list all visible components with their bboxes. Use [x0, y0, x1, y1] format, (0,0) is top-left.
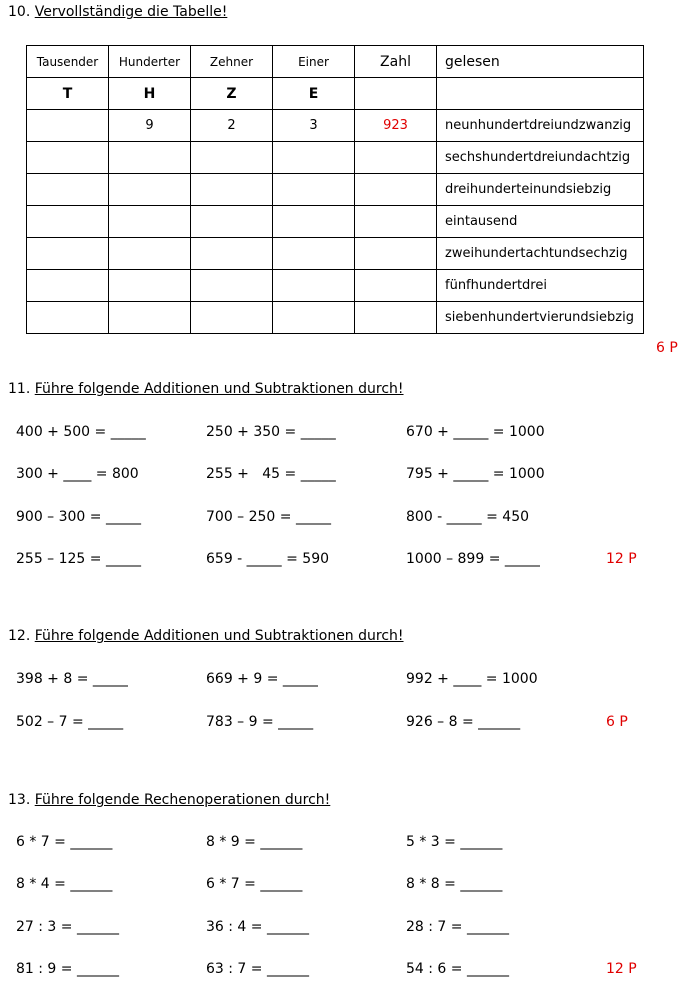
- header-hunderter: Hunderter: [109, 46, 191, 78]
- equation[interactable]: 795 + _____ = 1000: [406, 466, 545, 482]
- table-row: [27, 142, 644, 174]
- cell-z[interactable]: [191, 142, 273, 174]
- abbr-h: H: [109, 78, 191, 110]
- cell-read: fünfhundertdrei: [437, 270, 644, 302]
- cell-e[interactable]: [273, 302, 355, 334]
- equation[interactable]: 8 * 8 = ______: [406, 876, 503, 892]
- cell-read: neunhundertdreiundzwanzig: [437, 110, 644, 142]
- task12-heading: [8, 628, 404, 644]
- equation[interactable]: 255 + 45 = _____: [206, 466, 336, 482]
- equation[interactable]: 400 + 500 = _____: [16, 424, 146, 440]
- cell-t[interactable]: [27, 270, 109, 302]
- cell-read: dreihunderteinundsiebzig: [437, 174, 644, 206]
- cell-zahl[interactable]: 923: [355, 110, 437, 142]
- abbr-zahl: [355, 78, 437, 110]
- cell-z[interactable]: [191, 174, 273, 206]
- task11-title: Führe folgende Additionen und Subtraktionen durch!: [34, 381, 404, 397]
- task12-number: 12.: [8, 628, 31, 644]
- cell-t[interactable]: [27, 110, 109, 142]
- cell-t[interactable]: [27, 206, 109, 238]
- cell-h[interactable]: [109, 302, 191, 334]
- cell-z[interactable]: [191, 238, 273, 270]
- cell-e[interactable]: [273, 238, 355, 270]
- cell-z[interactable]: 2: [191, 110, 273, 142]
- header-einer: Einer: [273, 46, 355, 78]
- task10-heading: [8, 4, 227, 20]
- task10-title: Vervollständige die Tabelle!: [34, 4, 228, 20]
- equation[interactable]: 992 + ____ = 1000: [406, 671, 538, 687]
- equation[interactable]: 27 : 3 = ______: [16, 919, 119, 935]
- cell-zahl[interactable]: [355, 174, 437, 206]
- equation[interactable]: 6 * 7 = ______: [16, 834, 113, 850]
- equation[interactable]: 900 – 300 = _____: [16, 509, 141, 525]
- header-tausender: Tausender: [27, 46, 109, 78]
- task11-number: 11.: [8, 381, 31, 397]
- equation[interactable]: 783 – 9 = _____: [206, 714, 314, 730]
- cell-e[interactable]: [273, 142, 355, 174]
- place-value-table: [26, 45, 644, 334]
- equation[interactable]: 669 + 9 = _____: [206, 671, 318, 687]
- cell-e[interactable]: [273, 174, 355, 206]
- cell-zahl[interactable]: [355, 302, 437, 334]
- task10-points: 6 P: [656, 340, 678, 356]
- cell-zahl[interactable]: [355, 142, 437, 174]
- task11-heading: [8, 381, 404, 397]
- cell-zahl[interactable]: [355, 206, 437, 238]
- cell-h[interactable]: [109, 206, 191, 238]
- table-row: [27, 110, 644, 142]
- table-row: [27, 270, 644, 302]
- cell-read: eintausend: [437, 206, 644, 238]
- abbr-e: E: [273, 78, 355, 110]
- task13-number: 13.: [8, 792, 31, 808]
- table-row: [27, 206, 644, 238]
- task11-points: 12 P: [606, 551, 637, 567]
- equation[interactable]: 5 * 3 = ______: [406, 834, 503, 850]
- table-abbr-row: [27, 78, 644, 110]
- cell-z[interactable]: [191, 270, 273, 302]
- header-gelesen: gelesen: [437, 46, 644, 78]
- equation[interactable]: 36 : 4 = ______: [206, 919, 309, 935]
- task13-heading: [8, 792, 330, 808]
- cell-h[interactable]: [109, 142, 191, 174]
- task13-title: Führe folgende Rechenoperationen durch!: [34, 792, 331, 808]
- header-zahl: Zahl: [355, 46, 437, 78]
- cell-zahl[interactable]: [355, 238, 437, 270]
- cell-z[interactable]: [191, 302, 273, 334]
- abbr-t: T: [27, 78, 109, 110]
- equation[interactable]: 800 - _____ = 450: [406, 509, 530, 525]
- equation[interactable]: 250 + 350 = _____: [206, 424, 336, 440]
- equation[interactable]: 8 * 9 = ______: [206, 834, 303, 850]
- equation[interactable]: 54 : 6 = ______: [406, 961, 509, 977]
- cell-read: siebenhundertvierundsiebzig: [437, 302, 644, 334]
- equation[interactable]: 398 + 8 = _____: [16, 671, 128, 687]
- cell-t[interactable]: [27, 302, 109, 334]
- equation[interactable]: 700 – 250 = _____: [206, 509, 331, 525]
- table-row: [27, 302, 644, 334]
- equation[interactable]: 659 - _____ = 590: [206, 551, 330, 567]
- equation[interactable]: 926 – 8 = ______: [406, 714, 521, 730]
- cell-h[interactable]: [109, 174, 191, 206]
- equation[interactable]: 81 : 9 = ______: [16, 961, 119, 977]
- task12-title: Führe folgende Additionen und Subtraktionen durch!: [34, 628, 404, 644]
- abbr-z: Z: [191, 78, 273, 110]
- abbr-gelesen: [437, 78, 644, 110]
- cell-h[interactable]: 9: [109, 110, 191, 142]
- equation[interactable]: 670 + _____ = 1000: [406, 424, 545, 440]
- cell-h[interactable]: [109, 270, 191, 302]
- cell-e[interactable]: [273, 270, 355, 302]
- task12-points: 6 P: [606, 714, 628, 730]
- cell-z[interactable]: [191, 206, 273, 238]
- equation[interactable]: 255 – 125 = _____: [16, 551, 141, 567]
- task10-number: 10.: [8, 4, 31, 20]
- cell-read: sechshundertdreiundachtzig: [437, 142, 644, 174]
- header-zehner: Zehner: [191, 46, 273, 78]
- table-row: [27, 174, 644, 206]
- equation[interactable]: 28 : 7 = ______: [406, 919, 509, 935]
- cell-t[interactable]: [27, 142, 109, 174]
- cell-e[interactable]: 3: [273, 110, 355, 142]
- table-header-row: [27, 46, 644, 78]
- table-row: [27, 238, 644, 270]
- cell-t[interactable]: [27, 238, 109, 270]
- cell-h[interactable]: [109, 238, 191, 270]
- task13-points: 12 P: [606, 961, 637, 977]
- equation[interactable]: 8 * 4 = ______: [16, 876, 113, 892]
- equation[interactable]: 63 : 7 = ______: [206, 961, 309, 977]
- equation[interactable]: 1000 – 899 = _____: [406, 551, 540, 567]
- cell-t[interactable]: [27, 174, 109, 206]
- cell-zahl[interactable]: [355, 270, 437, 302]
- equation[interactable]: 300 + ____ = 800: [16, 466, 139, 482]
- cell-e[interactable]: [273, 206, 355, 238]
- equation[interactable]: 6 * 7 = ______: [206, 876, 303, 892]
- equation[interactable]: 502 – 7 = _____: [16, 714, 124, 730]
- cell-read: zweihundertachtundsechzig: [437, 238, 644, 270]
